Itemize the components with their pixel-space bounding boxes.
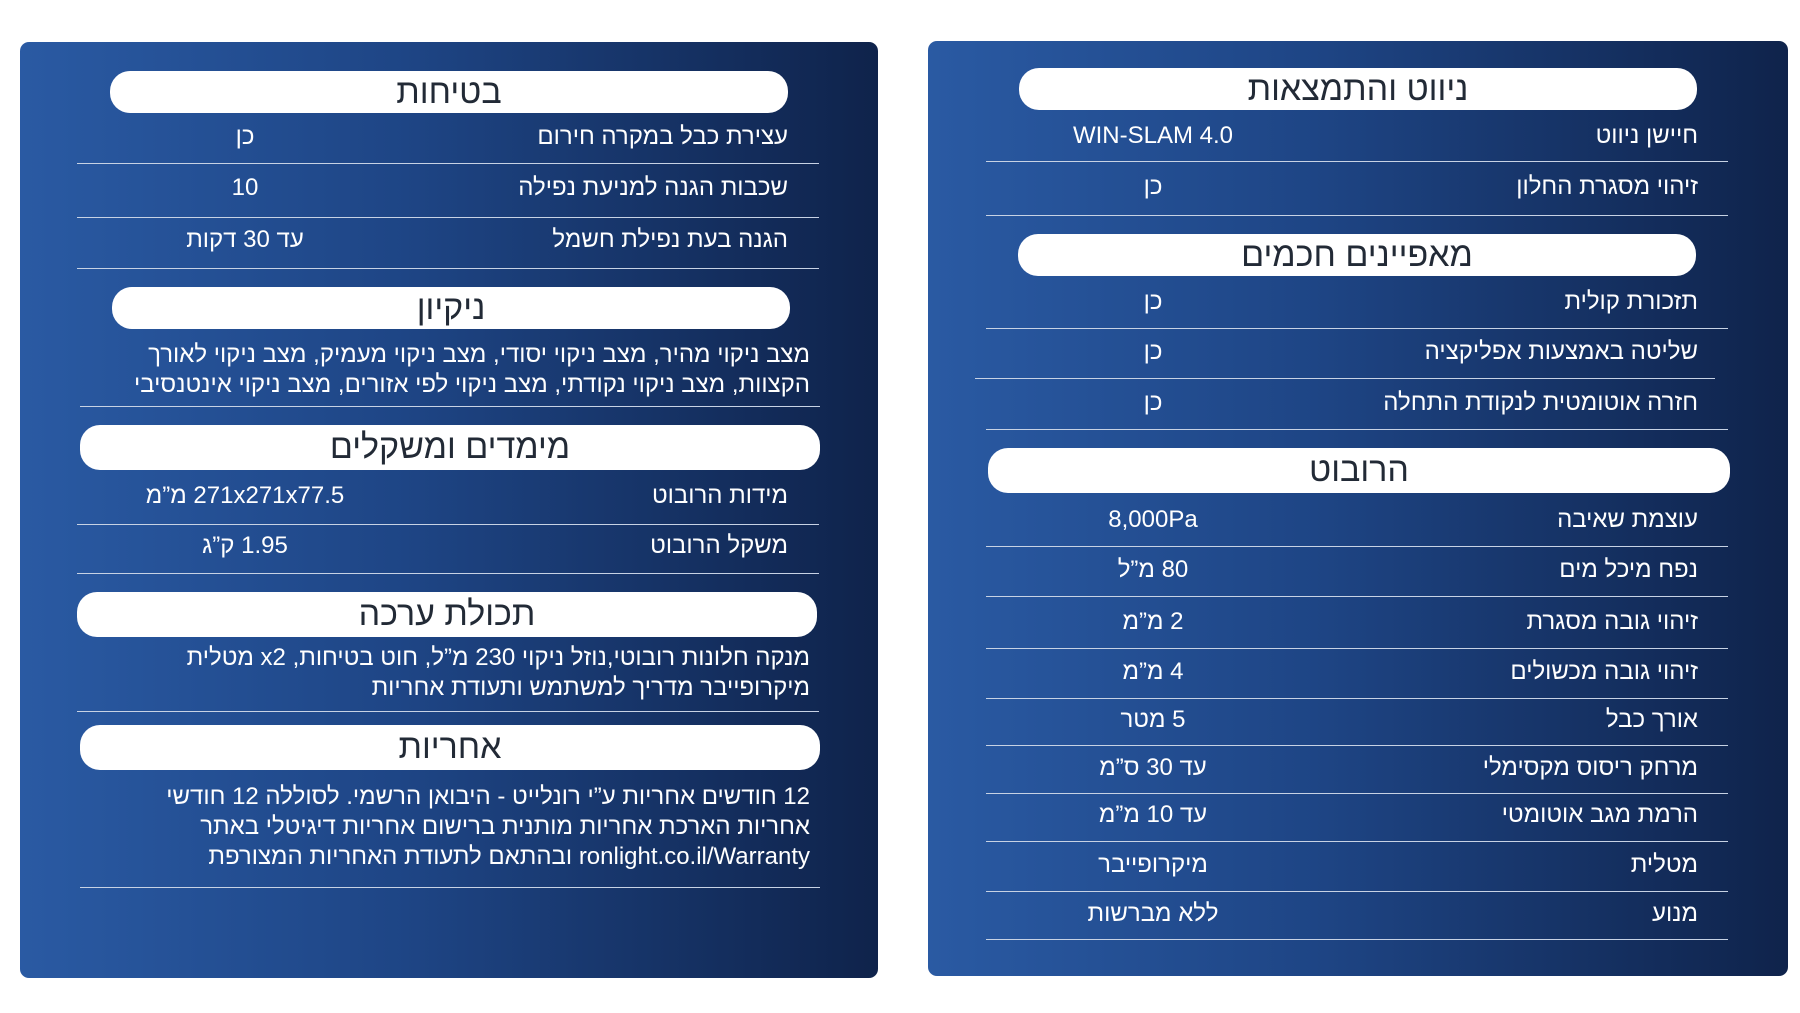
spec-value: 10: [231, 174, 259, 201]
row-divider: [986, 745, 1728, 746]
specs-panel-left: [20, 42, 878, 978]
spec-value: עד 30 דקות: [186, 226, 304, 253]
spec-value: כן: [1143, 338, 1163, 365]
spec-value: 271x271x77.5 מ”מ: [145, 482, 345, 509]
row-divider: [77, 573, 819, 574]
row-divider: [986, 161, 1728, 162]
row-divider: [80, 406, 820, 407]
spec-label: זיהוי מסגרת החלון: [1516, 173, 1698, 200]
row-divider: [986, 841, 1728, 842]
spec-row: [928, 800, 1788, 830]
section-header-cleaning: ניקיון: [112, 287, 790, 329]
spec-row: [928, 388, 1788, 418]
spec-row: [928, 505, 1788, 535]
text-line: מצב ניקוי מהיר, מצב ניקוי יסודי, מצב ניקוי מעמיק, מצב ניקוי לאורך: [148, 341, 810, 368]
spec-value: מיקרופייבר: [1098, 851, 1208, 878]
section-header-navigation: ניווט והתמצאות: [1019, 68, 1697, 110]
spec-row: [928, 607, 1788, 637]
spec-row: [928, 172, 1788, 202]
text-line: ronlight.co.il/Warranty ובהתאם לתעודת האחריות המצורפת: [208, 843, 810, 870]
spec-value: עד 10 מ”מ: [1098, 801, 1208, 828]
spec-value: 4 מ”מ: [1122, 658, 1184, 685]
row-divider: [77, 268, 819, 269]
spec-row: [20, 225, 878, 255]
spec-row: [928, 705, 1788, 735]
spec-label: עוצמת שאיבה: [1557, 506, 1698, 533]
spec-row: [928, 121, 1788, 151]
spec-row: [20, 531, 878, 561]
text-line: 12 חודשים אחריות ע”י רונלייט - היבואן הרשמי. לסוללה 12 חודשי: [166, 783, 810, 810]
text-line: מיקרופייבר מדריך למשתמש ותעודת אחריות: [371, 674, 810, 701]
spec-label: מידות הרובוט: [651, 482, 788, 509]
spec-label: שליטה באמצעות אפליקציה: [1424, 338, 1698, 365]
section-header-robot: הרובוט: [988, 448, 1730, 493]
spec-value: כן: [235, 123, 255, 150]
spec-row: [928, 337, 1788, 367]
spec-label: עצירת כבל במקרה חירום: [537, 123, 788, 150]
section-header-package: תכולת ערכה: [77, 592, 817, 637]
spec-row: [20, 481, 878, 511]
row-divider: [986, 793, 1728, 794]
row-divider: [986, 328, 1728, 329]
row-divider: [986, 939, 1728, 940]
section-header-safety: בטיחות: [110, 71, 788, 113]
spec-label: משקל הרובוט: [650, 532, 788, 559]
row-divider: [77, 163, 819, 164]
spec-value: 80 מ”ל: [1117, 556, 1189, 583]
spec-label: זיהוי גובה מסגרת: [1526, 608, 1698, 635]
spec-value: כן: [1143, 173, 1163, 200]
cleaning-modes-text: [77, 340, 810, 400]
spec-row: [928, 850, 1788, 880]
spec-label: שכבות הגנה למניעת נפילה: [518, 174, 788, 201]
section-header-warranty: אחריות: [80, 725, 820, 770]
row-divider: [986, 596, 1728, 597]
spec-row: [928, 657, 1788, 687]
text-line: מנקה חלונות רובוטי,נוזל ניקוי 230 מ”ל, חוט בטיחות, x2 מטלית: [186, 644, 810, 671]
section-header-dimensions: מימדים ומשקלים: [80, 425, 820, 470]
spec-row: [928, 753, 1788, 783]
spec-label: מנוע: [1651, 900, 1698, 927]
specs-panel-right: [928, 41, 1788, 976]
spec-value: עד 30 ס”מ: [1099, 754, 1207, 781]
spec-label: אורך כבל: [1605, 706, 1698, 733]
row-divider: [986, 891, 1728, 892]
text-line: אחריות הארכת אחריות מותנית ברישום אחריות דיגיטלי באתר: [200, 813, 810, 840]
spec-label: זיהוי גובה מכשולים: [1510, 658, 1698, 685]
spec-value: כן: [1143, 288, 1163, 315]
spec-label: הרמת מגב אוטומטי: [1501, 801, 1698, 828]
spec-label: מרחק ריסוס מקסימלי: [1482, 754, 1698, 781]
row-divider: [77, 711, 819, 712]
text-line: הקצוות, מצב ניקוי נקודתי, מצב ניקוי לפי אזורים, מצב ניקוי אינטנסיבי: [134, 371, 810, 398]
row-divider: [986, 546, 1728, 547]
warranty-text: [77, 782, 810, 872]
spec-row: [928, 287, 1788, 317]
spec-label: חיישן ניווט: [1595, 122, 1698, 149]
row-divider: [77, 524, 819, 525]
spec-label: תזכורת קולית: [1564, 288, 1698, 315]
row-divider: [975, 378, 1715, 379]
spec-label: חזרה אוטומטית לנקודת התחלה: [1383, 389, 1698, 416]
spec-row: [20, 122, 878, 152]
spec-value: WIN-SLAM 4.0: [1072, 122, 1234, 149]
spec-value: ללא מברשות: [1087, 900, 1219, 927]
row-divider: [986, 215, 1728, 216]
spec-value: 5 מטר: [1120, 706, 1186, 733]
row-divider: [986, 698, 1728, 699]
spec-value: כן: [1143, 389, 1163, 416]
spec-value: 1.95 ק”ג: [202, 532, 288, 559]
spec-label: נפח מיכל מים: [1559, 556, 1698, 583]
spec-row: [928, 555, 1788, 585]
row-divider: [986, 648, 1728, 649]
row-divider: [986, 429, 1728, 430]
spec-row: [928, 899, 1788, 929]
spec-label: הגנה בעת נפילת חשמל: [552, 226, 788, 253]
row-divider: [80, 887, 820, 888]
spec-row: [20, 173, 878, 203]
spec-value: 2 מ”מ: [1122, 608, 1184, 635]
package-contents-text: [77, 643, 810, 703]
spec-value: 8,000Pa: [1108, 506, 1198, 533]
section-header-smart-features: מאפיינים חכמים: [1018, 234, 1696, 276]
row-divider: [77, 217, 819, 218]
spec-label: מטלית: [1630, 851, 1698, 878]
